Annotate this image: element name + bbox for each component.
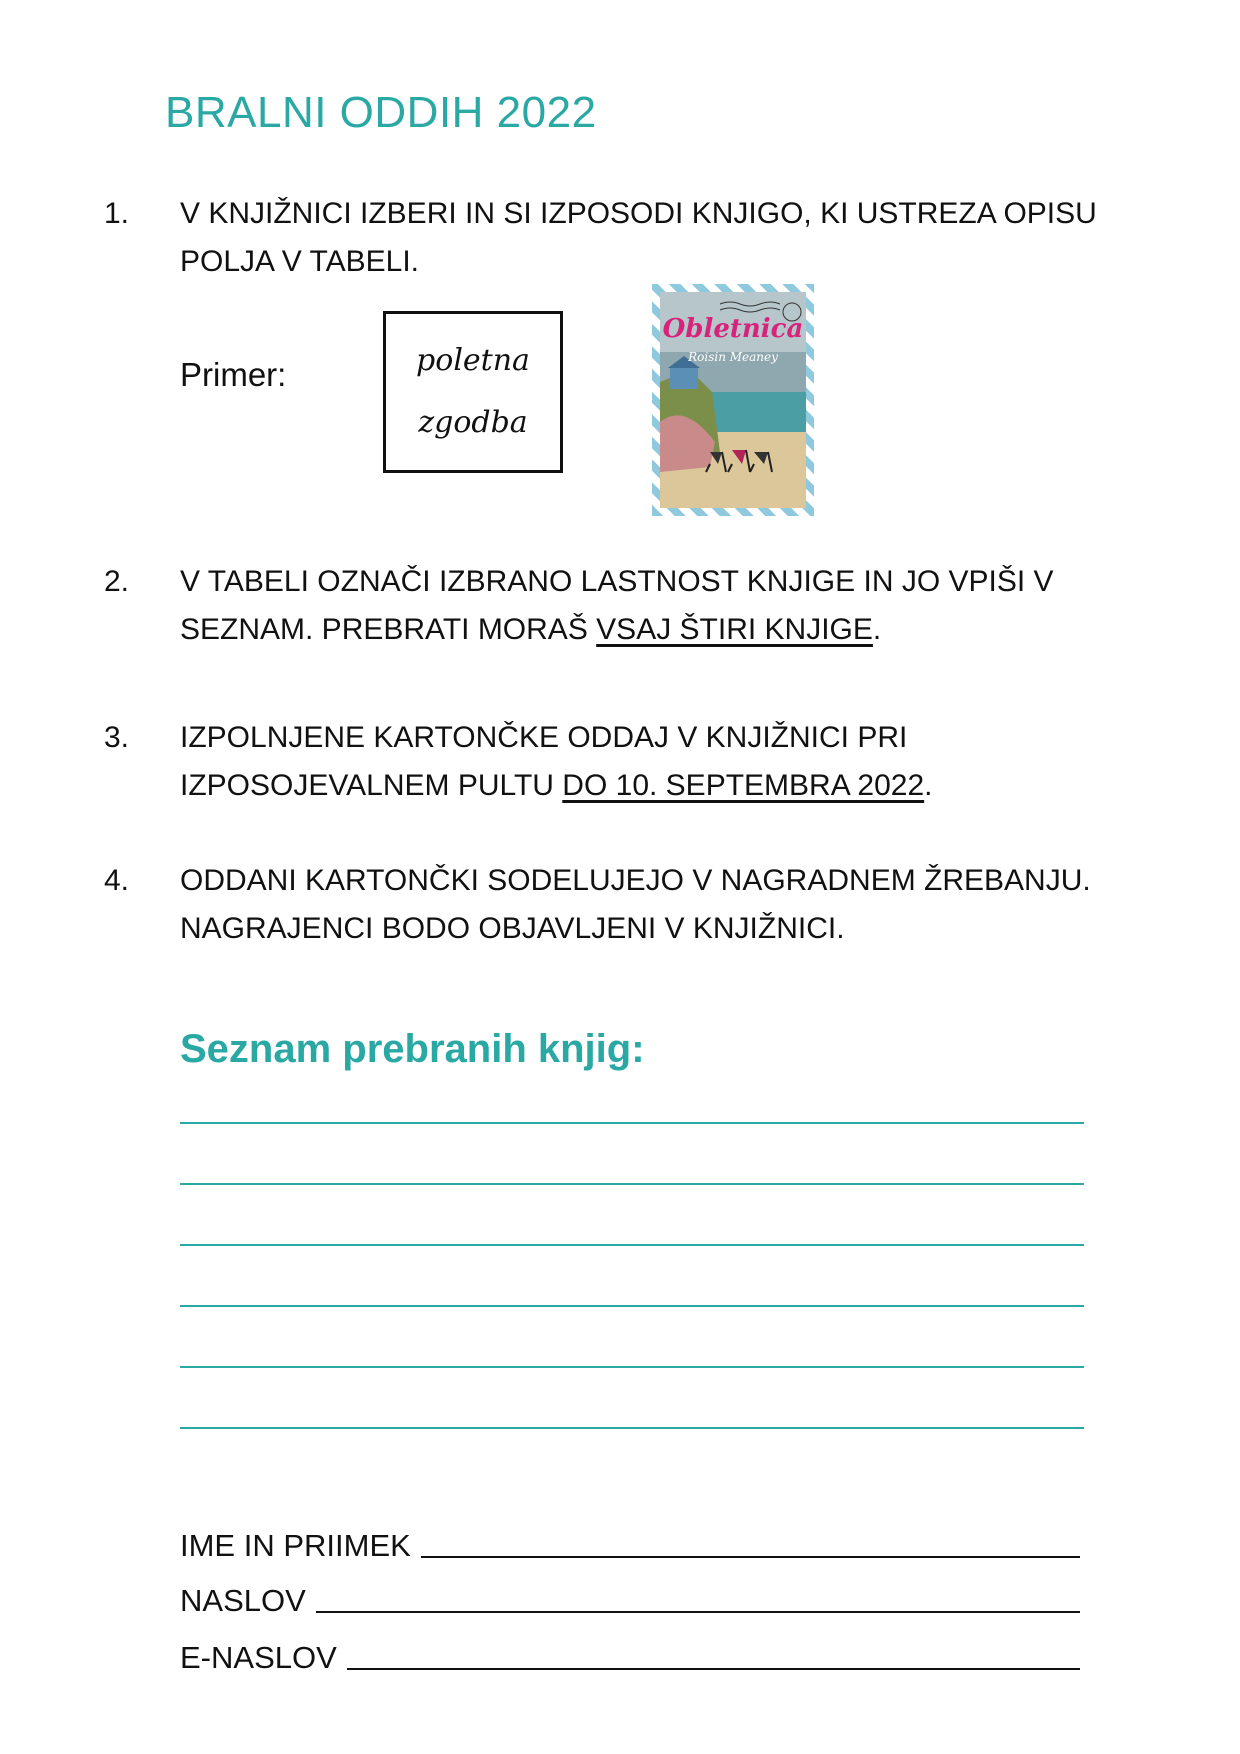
email-input-line[interactable] [347, 1667, 1080, 1670]
step-emphasis: VSAJ ŠTIRI KNJIGE [596, 613, 873, 646]
step-text: V KNJIŽNICI IZBERI IN SI IZPOSODI KNJIGO, KI USTREZA OPISU POLJA V TABELI. [180, 197, 1097, 278]
book-list-line[interactable] [180, 1122, 1084, 1124]
step-text-end: . [872, 613, 882, 646]
step-text: ODDANI KARTONČKI SODELUJEJO V NAGRADNEM ŽREBANJU. NAGRAJENCI BODO OBJAVLJENI V KNJIŽNICI. [180, 864, 1091, 945]
book-list-line[interactable] [180, 1366, 1084, 1368]
example-label: Primer: [180, 356, 287, 393]
example-box-line-2: zgodba [418, 405, 528, 440]
page-title: BRALNI ODDIH 2022 [165, 88, 597, 137]
book-list-line[interactable] [180, 1183, 1084, 1185]
book-list-line[interactable] [180, 1427, 1084, 1429]
book-cover-image [652, 284, 814, 516]
address-field [180, 1577, 1080, 1619]
book-list-line[interactable] [180, 1244, 1084, 1246]
name-field-label: IME IN PRIIMEK [180, 1528, 411, 1563]
step-text-end: . [924, 769, 933, 802]
address-input-line[interactable] [316, 1610, 1080, 1613]
example-box-line-1: poletna [416, 343, 530, 378]
step-text-part: IZPOLNJENE KARTONČKE ODDAJ V KNJIŽNICI PRI IZPOSOJEVALNEM PULTU [180, 721, 908, 802]
step-number: 1. [104, 197, 130, 230]
book-cover-author: Roisin Meaney [688, 350, 778, 364]
name-input-line[interactable] [421, 1555, 1080, 1558]
step-number: 3. [104, 721, 130, 754]
step-emphasis: DO 10. SEPTEMBRA 2022 [562, 769, 925, 802]
step-number: 2. [104, 565, 130, 598]
book-list-heading: Seznam prebranih knjig: [180, 1027, 645, 1071]
address-field-label: NASLOV [180, 1583, 306, 1618]
step-text [180, 558, 1110, 654]
step-text-part: V TABELI OZNAČI IZBRANO LASTNOST KNJIGE IN JO VPIŠI V SEZNAM. PREBRATI MORAŠ [180, 565, 1054, 646]
email-field-label: E-NASLOV [180, 1640, 337, 1675]
step-text [180, 714, 1110, 810]
email-field [180, 1634, 1080, 1676]
name-field [180, 1522, 1080, 1564]
book-list-line[interactable] [180, 1305, 1084, 1307]
book-cover-title: Obletnica [662, 314, 804, 344]
example-box [383, 311, 563, 473]
step-number: 4. [104, 864, 130, 897]
